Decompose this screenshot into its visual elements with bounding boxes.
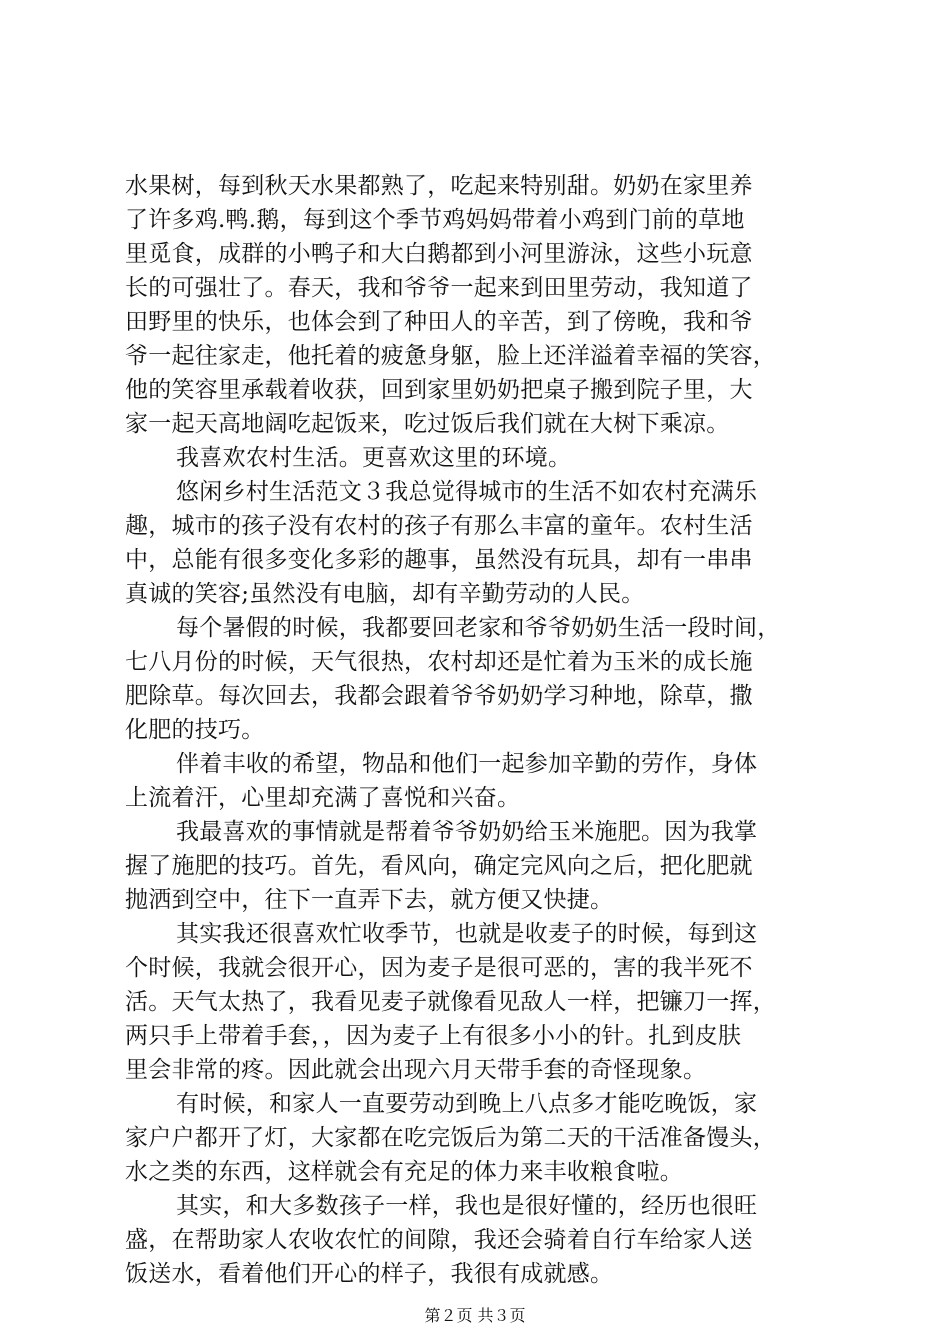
text-line: 水之类的东西，这样就会有充足的体力来丰收粮食啦。	[125, 1159, 683, 1185]
text-line: 爷一起往家走，他托着的疲惫身躯，脸上还洋溢着幸福的笑容，	[125, 343, 776, 369]
text-line: 趣，城市的孩子没有农村的孩子有那么丰富的童年。农村生活	[125, 513, 753, 539]
paragraph-start: 其实，和大多数孩子一样，我也是很好懂的，经历也很旺	[176, 1193, 758, 1219]
text-line: 活。天气太热了，我看见麦子就像看见敌人一样，把镰刀一挥，	[125, 989, 776, 1015]
text-line: 田野里的快乐，也体会到了种田人的辛苦，到了傍晚，我和爷	[125, 309, 753, 335]
text-line: 他的笑容里承载着收获，回到家里奶奶把桌子搬到院子里，大	[125, 377, 753, 403]
text-line: 中，总能有很多变化多彩的趣事，虽然没有玩具，却有一串串	[125, 547, 753, 573]
paragraph-start: 伴着丰收的希望，物品和他们一起参加辛勤的劳作，身体	[176, 751, 758, 777]
text-line: 饭送水，看着他们开心的样子，我很有成就感。	[125, 1261, 614, 1287]
text-line: 握了施肥的技巧。首先，看风向，确定完风向之后，把化肥就	[125, 853, 753, 879]
text-line: 水果树，每到秋天水果都熟了，吃起来特别甜。奶奶在家里养	[125, 173, 753, 199]
text-line: 盛，在帮助家人农收农忙的间隙，我还会骑着自行车给家人送	[125, 1227, 753, 1253]
text-line: 抛洒到空中，往下一直弄下去，就方便又快捷。	[125, 887, 614, 913]
text-line: 肥除草。每次回去，我都会跟着爷爷奶奶学习种地，除草，撒	[125, 683, 753, 709]
text-line: 上流着汗，心里却充满了喜悦和兴奋。	[125, 785, 521, 811]
paragraph-start: 我喜欢农村生活。更喜欢这里的环境。	[176, 445, 572, 471]
text-line: 七八月份的时候，天气很热，农村却还是忙着为玉米的成长施	[125, 649, 753, 675]
text-line: 真诚的笑容;虽然没有电脑，却有辛勤劳动的人民。	[125, 581, 645, 607]
text-line: 长的可强壮了。春天，我和爷爷一起来到田里劳动，我知道了	[125, 275, 753, 301]
text-line: 家户户都开了灯，大家都在吃完饭后为第二天的干活准备馒头，	[125, 1125, 776, 1151]
text-line: 里觅食，成群的小鸭子和大白鹅都到小河里游泳，这些小玩意	[125, 241, 753, 267]
paragraph-start: 其实我还很喜欢忙收季节，也就是收麦子的时候，每到这	[176, 921, 758, 947]
text-line: 了许多鸡.鸭.鹅，每到这个季节鸡妈妈带着小鸡到门前的草地	[125, 207, 745, 233]
paragraph-start: 每个暑假的时候，我都要回老家和爷爷奶奶生活一段时间，	[176, 615, 781, 641]
text-line: 家一起天高地阔吃起饭来，吃过饭后我们就在大树下乘凉。	[125, 411, 730, 437]
paragraph-start: 悠闲乡村生活范文３我总觉得城市的生活不如农村充满乐	[176, 479, 758, 505]
text-line: 化肥的技巧。	[125, 717, 265, 743]
page-number-footer: 第２页 共３页	[424, 1306, 526, 1325]
text-line: 里会非常的疼。因此就会出现六月天带手套的奇怪现象。	[125, 1057, 707, 1083]
paragraph-start: 有时候，和家人一直要劳动到晚上八点多才能吃晚饭，家	[176, 1091, 758, 1117]
text-line: 两只手上带着手套，，因为麦子上有很多小小的针。扎到皮肤	[125, 1023, 742, 1049]
paragraph-start: 我最喜欢的事情就是帮着爷爷奶奶给玉米施肥。因为我掌	[176, 819, 758, 845]
text-line: 个时候，我就会很开心，因为麦子是很可恶的，害的我半死不	[125, 955, 753, 981]
